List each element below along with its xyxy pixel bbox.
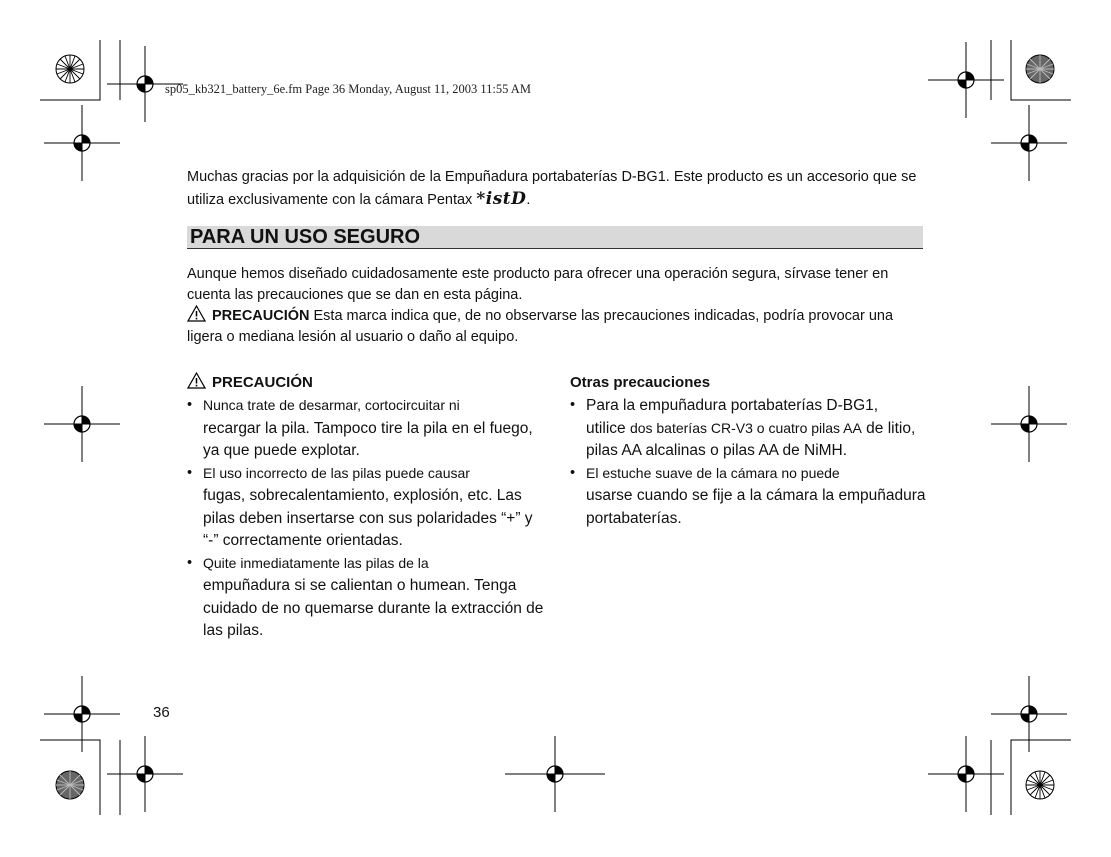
starburst-top-left <box>56 55 84 83</box>
list-item-text: empuñadura si se calientan o humean. Tenga cuidado de no quemarse durante la extracción de las pilas. <box>203 577 544 639</box>
list-item-first-line: Para la empuñadura portabaterías D-BG1, <box>586 397 879 414</box>
precaution-title: PRECAUCIÓN <box>212 374 313 391</box>
caution-note <box>187 305 927 347</box>
intro-text: Muchas gracias por la adquisición de la Empuñadura portabaterías D-BG1. Este producto es un accesorio que se utiliza exclusivamente con la cámara Pentax <box>187 169 917 208</box>
list-item <box>187 395 547 463</box>
precaution-title-row <box>187 372 547 394</box>
precaution-list <box>187 395 547 643</box>
list-item <box>570 463 930 531</box>
precaution-column <box>187 372 547 643</box>
starburst-top-right <box>1026 55 1054 83</box>
starburst-bottom-left <box>56 771 84 799</box>
other-precautions-column <box>570 372 930 530</box>
intro-text-end: . <box>526 192 531 208</box>
other-precautions-title: Otras precauciones <box>570 374 711 391</box>
list-item-first-line: Quite inmediatamente las pilas de la <box>203 554 429 571</box>
intro-paragraph <box>187 166 927 211</box>
list-item-first-line: Nunca trate de desarmar, cortocircuitar ni <box>203 397 460 413</box>
istd-logo: *istD <box>476 189 527 209</box>
list-item <box>187 553 547 643</box>
list-item-text-small: dos baterías CR-V3 o cuatro pilas AA <box>629 419 862 436</box>
caution-label: PRECAUCIÓN <box>212 308 310 324</box>
list-item <box>187 463 547 553</box>
print-header: sp05_kb321_battery_6e.fm Page 36 Monday, August 11, 2003 11:55 AM <box>165 82 531 96</box>
warning-triangle-icon <box>187 305 206 322</box>
list-item-text: usarse cuando se fije a la cámara la empuñadura portabaterías. <box>586 487 926 527</box>
list-item-first-line: El uso incorrecto de las pilas puede causar <box>203 464 470 481</box>
safety-intro <box>187 264 927 347</box>
other-precautions-list <box>570 395 930 530</box>
safety-intro-text: Aunque hemos diseñado cuidadosamente este producto para ofrecer una operación segura, sírvase tener en cuenta las precauciones que se dan en esta página. <box>187 266 889 303</box>
warning-triangle-icon <box>187 372 206 389</box>
starburst-bottom-right <box>1026 771 1054 799</box>
section-heading: PARA UN USO SEGURO <box>187 226 923 249</box>
list-item <box>570 395 930 463</box>
list-item-text: recargar la pila. Tampoco tire la pila en el fuego, ya que puede explotar. <box>203 419 533 459</box>
caution-text: Esta marca indica que, de no observarse las precauciones indicadas, podría provocar una ligera o mediana lesión al usuario o daño al equipo. <box>187 308 894 345</box>
page-number: 36 <box>153 704 170 721</box>
list-item-text: utilice <box>586 419 630 437</box>
list-item-text: de litio, pilas AA alcalinas o pilas AA de NiMH. <box>586 419 916 459</box>
list-item-first-line: El estuche suave de la cámara no puede <box>586 464 840 481</box>
list-item-text: fugas, sobrecalentamiento, explosión, etc. Las pilas deben insertarse con sus polaridades “+” y “-” correctamente orientadas. <box>203 487 533 549</box>
